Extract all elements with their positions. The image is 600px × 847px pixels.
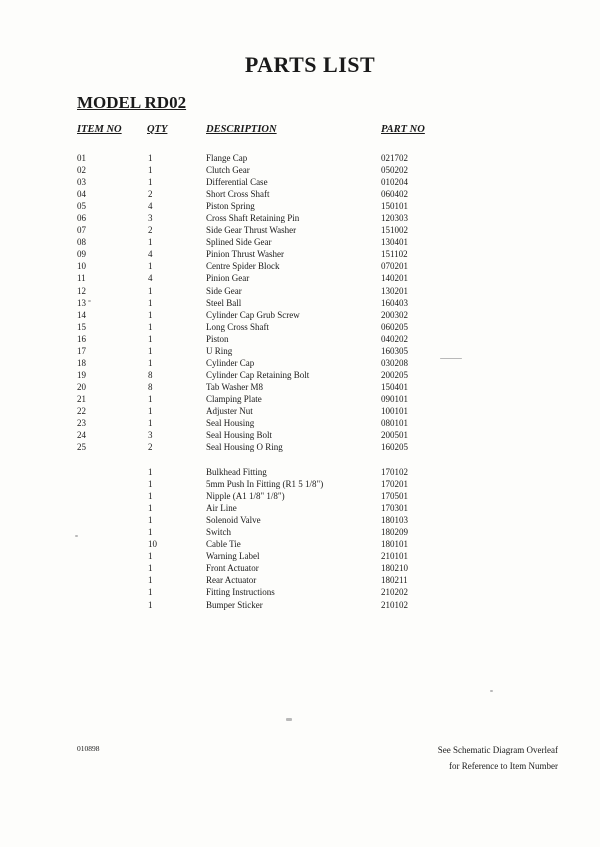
item-no-cell: 10: [77, 261, 86, 272]
qty-cell: 1: [148, 309, 153, 320]
item-no-cell: 05: [77, 201, 86, 212]
table-row: [0, 309, 600, 321]
part-no-cell: 090101: [381, 393, 408, 404]
qty-cell: 1: [148, 165, 153, 176]
part-no-cell: 130401: [381, 237, 408, 248]
description-cell: Piston Spring: [206, 201, 255, 212]
part-no-cell: 150101: [381, 201, 408, 212]
item-no-cell: 19: [77, 369, 86, 380]
qty-cell: 1: [148, 479, 153, 490]
part-no-cell: 100101: [381, 405, 408, 416]
description-cell: Seal Housing O Ring: [206, 442, 283, 453]
header-part-no: PART NO: [381, 124, 425, 135]
description-cell: Flange Cap: [206, 153, 248, 163]
table-row: [0, 272, 600, 284]
table-row: [0, 152, 600, 164]
description-cell: Bumper Sticker: [206, 599, 263, 610]
part-no-cell: 150401: [381, 381, 408, 392]
description-cell: Cylinder Cap Grub Screw: [206, 309, 300, 320]
item-no-cell: 13: [77, 297, 86, 308]
qty-cell: 1: [148, 177, 153, 188]
qty-cell: 1: [148, 551, 153, 562]
part-no-cell: 021702: [381, 153, 408, 163]
item-no-cell: 04: [77, 189, 86, 200]
qty-cell: 1: [148, 467, 153, 477]
table-row: [0, 333, 600, 345]
qty-cell: 1: [148, 393, 153, 404]
qty-cell: 2: [148, 225, 153, 236]
part-no-cell: 080101: [381, 418, 408, 429]
table-row: [0, 526, 600, 538]
table-row: [0, 478, 600, 490]
table-row: [0, 297, 600, 309]
item-no-cell: 20: [77, 381, 86, 392]
description-cell: Solenoid Valve: [206, 515, 261, 526]
description-cell: Seal Housing Bolt: [206, 430, 273, 441]
scan-speck: [490, 690, 493, 692]
part-no-cell: 151002: [381, 225, 408, 236]
qty-cell: 10: [148, 539, 157, 550]
part-no-cell: 170201: [381, 479, 408, 490]
description-cell: Cross Shaft Retaining Pin: [206, 213, 300, 224]
description-cell: Pinion Thrust Washer: [206, 249, 284, 260]
scan-speck: [286, 718, 292, 721]
description-cell: Steel Ball: [206, 297, 242, 308]
qty-cell: 1: [148, 503, 153, 514]
description-cell: Side Gear: [206, 285, 242, 296]
table-row: [0, 369, 600, 381]
description-cell: Short Cross Shaft: [206, 189, 270, 200]
part-no-cell: 140201: [381, 273, 408, 284]
item-no-cell: 14: [77, 309, 86, 320]
qty-cell: 1: [148, 587, 153, 598]
part-no-cell: 170501: [381, 491, 408, 502]
qty-cell: 1: [148, 357, 153, 368]
part-no-cell: 170301: [381, 503, 408, 514]
part-no-cell: 210202: [381, 587, 408, 598]
scan-speck: [440, 358, 462, 359]
part-no-cell: 210101: [381, 551, 408, 562]
table-row: [0, 285, 600, 297]
qty-cell: 4: [148, 249, 153, 260]
part-no-cell: 060402: [381, 189, 408, 200]
schematic-note-line-2: for Reference to Item Number: [449, 761, 558, 771]
description-cell: Rear Actuator: [206, 575, 257, 586]
table-row: [0, 538, 600, 550]
table-row: [0, 212, 600, 224]
scan-speck: [75, 535, 78, 537]
table-header: [0, 124, 600, 138]
qty-cell: 4: [148, 201, 153, 212]
qty-cell: 1: [148, 345, 153, 356]
qty-cell: 1: [148, 527, 153, 538]
item-no-cell: 24: [77, 430, 86, 441]
table-row: [0, 357, 600, 369]
item-no-cell: 25: [77, 442, 86, 453]
qty-cell: 1: [148, 261, 153, 272]
item-no-cell: 07: [77, 225, 86, 236]
table-row: [0, 224, 600, 236]
part-no-cell: 010204: [381, 177, 408, 188]
item-no-cell: 02: [77, 165, 86, 176]
item-no-cell: 15: [77, 321, 86, 332]
part-no-cell: 200302: [381, 309, 408, 320]
table-row: [0, 381, 600, 393]
table-row: [0, 574, 600, 586]
description-cell: Seal Housing: [206, 418, 255, 429]
description-cell: Front Actuator: [206, 563, 259, 574]
item-no-cell: 09: [77, 249, 86, 260]
model-heading: MODEL RD02: [77, 93, 187, 112]
item-no-cell: 12: [77, 285, 86, 296]
qty-cell: 1: [148, 491, 153, 502]
qty-cell: 1: [148, 153, 153, 163]
qty-cell: 1: [148, 563, 153, 574]
part-no-cell: 120303: [381, 213, 408, 224]
description-cell: Pinion Gear: [206, 273, 250, 284]
table-row: [0, 164, 600, 176]
table-row: [0, 514, 600, 526]
item-no-cell: 03: [77, 177, 86, 188]
document-code: 010898: [77, 744, 100, 753]
qty-cell: 1: [148, 297, 153, 308]
header-item-no: ITEM NO: [77, 124, 122, 135]
table-row: [0, 321, 600, 333]
item-no-cell: 01: [77, 153, 86, 163]
part-no-cell: 180209: [381, 527, 408, 538]
item-no-cell: 16: [77, 333, 86, 344]
table-row: [0, 562, 600, 574]
qty-cell: 1: [148, 405, 153, 416]
scan-speck: [88, 300, 91, 302]
item-no-cell: 18: [77, 357, 86, 368]
table-row: [0, 417, 600, 429]
table-row: [0, 586, 600, 598]
qty-cell: 2: [148, 442, 153, 453]
part-no-cell: 200205: [381, 369, 408, 380]
description-cell: 5mm Push In Fitting (R1 5 1/8"): [206, 479, 324, 490]
description-cell: Switch: [206, 527, 232, 538]
part-no-cell: 070201: [381, 261, 408, 272]
accessories-table: [0, 466, 600, 611]
part-no-cell: 040202: [381, 333, 408, 344]
table-row: [0, 466, 600, 478]
part-no-cell: 050202: [381, 165, 408, 176]
description-cell: Long Cross Shaft: [206, 321, 269, 332]
part-no-cell: 180211: [381, 575, 408, 586]
part-no-cell: 060205: [381, 321, 408, 332]
table-row: [0, 188, 600, 200]
table-row: [0, 405, 600, 417]
part-no-cell: 130201: [381, 285, 408, 296]
table-row: [0, 599, 600, 611]
item-no-cell: 06: [77, 213, 86, 224]
table-row: [0, 550, 600, 562]
table-row: [0, 345, 600, 357]
part-no-cell: 151102: [381, 249, 408, 260]
item-no-cell: 08: [77, 237, 86, 248]
part-no-cell: 160305: [381, 345, 408, 356]
table-row: [0, 429, 600, 441]
description-cell: Piston: [206, 333, 229, 344]
table-row: [0, 260, 600, 272]
qty-cell: 8: [148, 381, 153, 392]
qty-cell: 1: [148, 599, 153, 610]
qty-cell: 1: [148, 321, 153, 332]
part-no-cell: 160205: [381, 442, 408, 453]
part-no-cell: 030208: [381, 357, 408, 368]
description-cell: U Ring: [206, 345, 233, 356]
part-no-cell: 180103: [381, 515, 408, 526]
qty-cell: 8: [148, 369, 153, 380]
description-cell: Differential Case: [206, 177, 268, 188]
table-row: [0, 236, 600, 248]
description-cell: Bulkhead Fitting: [206, 467, 267, 477]
table-row: [0, 248, 600, 260]
parts-table: [0, 152, 600, 453]
page-title: PARTS LIST: [244, 52, 376, 77]
item-no-cell: 21: [77, 393, 86, 404]
description-cell: Cable Tie: [206, 539, 241, 550]
table-row: [0, 200, 600, 212]
description-cell: Splined Side Gear: [206, 237, 272, 248]
qty-cell: 1: [148, 237, 153, 248]
description-cell: Clamping Plate: [206, 393, 262, 404]
description-cell: Clutch Gear: [206, 165, 250, 176]
schematic-note-line-1: See Schematic Diagram Overleaf: [437, 745, 558, 755]
part-no-cell: 210102: [381, 599, 408, 610]
description-cell: Cylinder Cap Retaining Bolt: [206, 369, 310, 380]
description-cell: Tab Washer M8: [206, 381, 263, 392]
item-no-cell: 17: [77, 345, 86, 356]
description-cell: Adjuster Nut: [206, 405, 253, 416]
table-row: [0, 441, 600, 453]
description-cell: Warning Label: [206, 551, 260, 562]
qty-cell: 1: [148, 333, 153, 344]
qty-cell: 1: [148, 515, 153, 526]
table-row: [0, 176, 600, 188]
qty-cell: 1: [148, 418, 153, 429]
description-cell: Cylinder Cap: [206, 357, 255, 368]
description-cell: Air Line: [206, 503, 237, 514]
schematic-note: [330, 742, 558, 774]
part-no-cell: 180101: [381, 539, 408, 550]
table-row: [0, 490, 600, 502]
table-row: [0, 393, 600, 405]
description-cell: Nipple (A1 1/8" 1/8"): [206, 491, 285, 502]
item-no-cell: 22: [77, 405, 86, 416]
description-cell: Centre Spider Block: [206, 261, 280, 272]
part-no-cell: 180210: [381, 563, 408, 574]
qty-cell: 4: [148, 273, 153, 284]
qty-cell: 3: [148, 430, 153, 441]
header-description: DESCRIPTION: [206, 124, 277, 135]
part-no-cell: 160403: [381, 297, 408, 308]
description-cell: Side Gear Thrust Washer: [206, 225, 297, 236]
table-row: [0, 502, 600, 514]
qty-cell: 2: [148, 189, 153, 200]
header-qty: QTY: [147, 124, 168, 135]
qty-cell: 1: [148, 575, 153, 586]
part-no-cell: 170102: [381, 467, 408, 477]
item-no-cell: 11: [77, 273, 86, 284]
description-cell: Fitting Instructions: [206, 587, 275, 598]
item-no-cell: 23: [77, 418, 86, 429]
qty-cell: 1: [148, 285, 153, 296]
qty-cell: 3: [148, 213, 153, 224]
part-no-cell: 200501: [381, 430, 408, 441]
